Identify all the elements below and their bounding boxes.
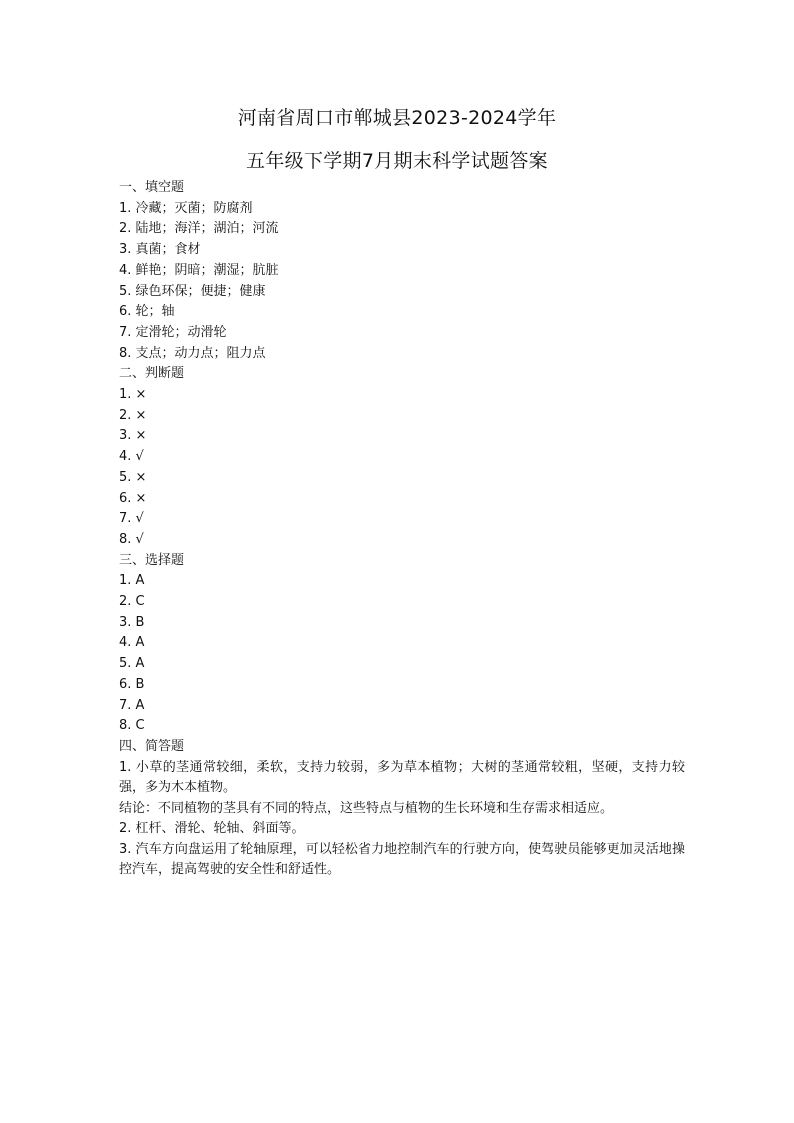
true-false-answer-4: 4. √: [119, 449, 144, 465]
true-false-answer-5: 5. ×: [119, 469, 147, 485]
section-heading-fill-blank: 一、填空题: [119, 180, 185, 195]
true-false-answer-8: 8. √: [119, 531, 144, 547]
fill-blank-answer-7: 7. 定滑轮；动滑轮: [119, 324, 227, 340]
answer-content: [119, 178, 685, 881]
section-heading-short-answer: 四、简答题: [119, 738, 185, 754]
choice-answer-5: 5. A: [119, 656, 145, 672]
document-title-line1: 河南省周口市郸城县2023-2024学年: [237, 107, 557, 129]
fill-blank-answer-4: 4. 鲜艳；阴暗；潮湿；肮脏: [119, 262, 279, 278]
short-answer-conclusion: 结论：不同植物的茎具有不同的特点，这些特点与植物的生长环境和生存需求相适应。: [119, 800, 614, 816]
choice-answer-6: 6. B: [119, 676, 145, 692]
section-heading-multiple-choice: 三、选择题: [119, 552, 185, 568]
true-false-answer-7: 7. √: [119, 511, 144, 527]
choice-answer-2: 2. C: [119, 594, 145, 610]
fill-blank-answer-2: 2. 陆地；海洋；湖泊；河流: [119, 221, 279, 237]
choice-answer-8: 8. C: [119, 718, 145, 734]
true-false-answer-1: 1. ×: [119, 387, 147, 403]
choice-answer-1: 1. A: [119, 573, 145, 589]
true-false-answer-2: 2. ×: [119, 407, 147, 423]
fill-blank-answer-8: 8. 支点；动力点；阻力点: [119, 345, 266, 361]
choice-answer-3: 3. B: [119, 614, 145, 630]
choice-answer-7: 7. A: [119, 697, 145, 713]
true-false-answer-3: 3. ×: [119, 428, 147, 444]
fill-blank-answer-5: 5. 绿色环保；便捷；健康: [119, 283, 266, 299]
choice-answer-4: 4. A: [119, 635, 145, 651]
fill-blank-answer-1: 1. 冷藏；灭菌；防腐剂: [119, 200, 253, 216]
short-answer-3: 3. 汽车方向盘运用了轮轴原理，可以轻松省力地控制汽车的行驶方向，使驾驶员能够更加灵活地操控汽车，提高驾驶的安全性和舒适性。: [119, 841, 685, 878]
fill-blank-answer-6: 6. 轮；轴: [119, 304, 175, 320]
short-answer-1: 1. 小草的茎通常较细，柔软，支持力较弱，多为草本植物；大树的茎通常较粗，坚硬，支持力较强，多为木本植物。: [119, 759, 685, 796]
true-false-answer-6: 6. ×: [119, 490, 147, 506]
fill-blank-answer-3: 3. 真菌；食材: [119, 242, 201, 258]
document-title-line2: 五年级下学期7月期末科学试题答案: [246, 150, 548, 172]
section-heading-true-false: 二、判断题: [119, 366, 185, 382]
short-answer-2: 2. 杠杆、滑轮、轮轴、斜面等。: [119, 821, 305, 837]
